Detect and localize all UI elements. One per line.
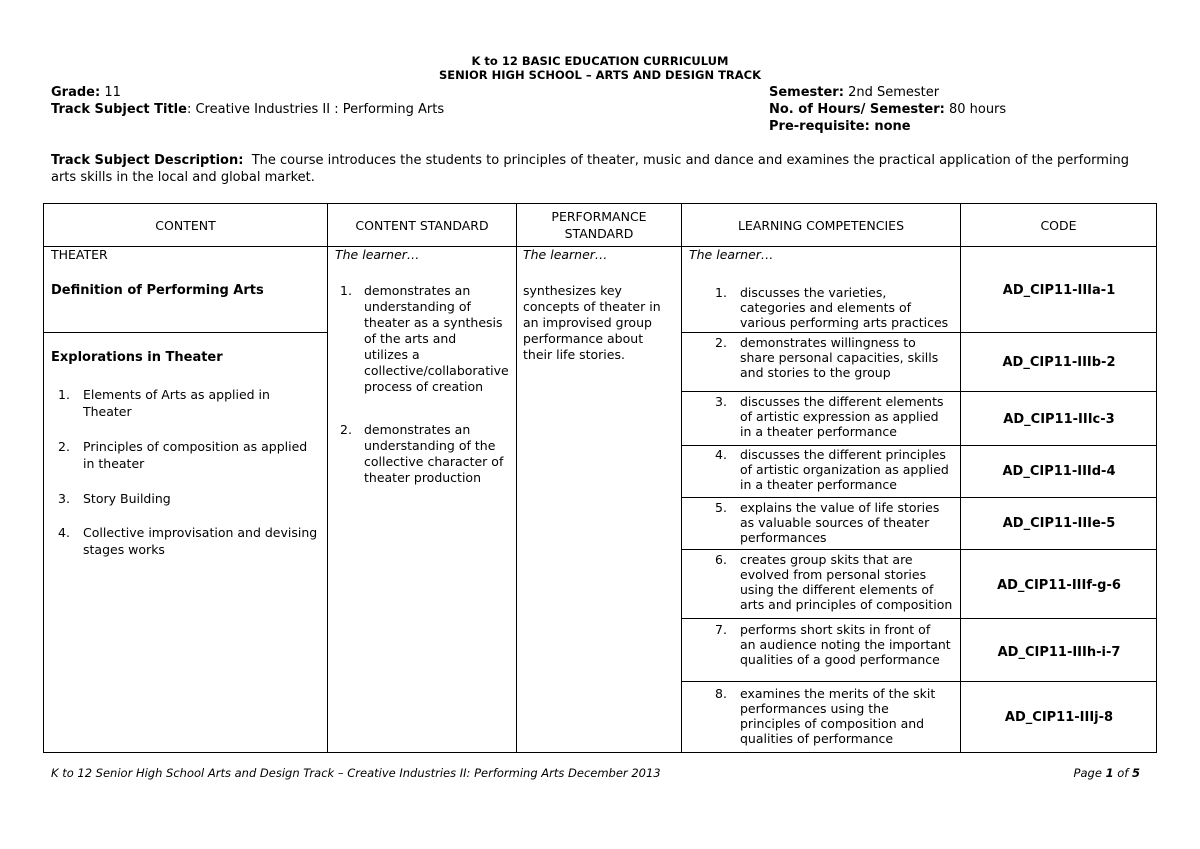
code-7: AD_CIP11-IIIh-i-7 bbox=[997, 645, 1121, 660]
code-5: AD_CIP11-IIIe-5 bbox=[1002, 516, 1116, 531]
hours-value: 80 hours bbox=[948, 102, 1007, 117]
footer-page bbox=[1040, 766, 1140, 780]
header-content: CONTENT bbox=[155, 218, 216, 233]
page-number: 1 bbox=[1105, 766, 1114, 780]
track-label: Track Subject Title bbox=[51, 102, 187, 117]
track-line bbox=[51, 101, 444, 118]
subject-description bbox=[51, 152, 1141, 186]
code-6: AD_CIP11-IIIf-g-6 bbox=[997, 578, 1121, 593]
track-value: : Creative Industries II : Performing Arts bbox=[186, 102, 445, 117]
competency-number: 2. bbox=[715, 335, 727, 350]
competency-line: in a theater performance bbox=[740, 424, 897, 439]
grade-line bbox=[51, 84, 121, 101]
competency-line: categories and elements of bbox=[740, 300, 912, 315]
header-content-standard: CONTENT STANDARD bbox=[355, 218, 489, 233]
hours-line bbox=[769, 101, 1006, 118]
competency-line: of artistic organization as applied bbox=[740, 462, 949, 477]
competency-line: explains the value of life stories bbox=[740, 500, 940, 515]
content-standard-line: collective/collaborative bbox=[364, 363, 509, 378]
learner-label-ps: The learner… bbox=[523, 247, 608, 262]
header-performance-standard-1: PERFORMANCE bbox=[551, 209, 647, 224]
prereq-line bbox=[769, 118, 911, 135]
page-prefix: Page bbox=[1073, 766, 1102, 780]
competency-line: share personal capacities, skills bbox=[740, 350, 939, 365]
competency-line: and stories to the group bbox=[740, 365, 891, 380]
performance-standard-line: concepts of theater in bbox=[523, 299, 661, 314]
header-competencies: LEARNING COMPETENCIES bbox=[737, 218, 905, 233]
competency-number: 7. bbox=[715, 622, 727, 637]
content-item-number: 3. bbox=[58, 491, 70, 506]
content-standard-line: demonstrates an bbox=[364, 422, 471, 437]
competency-line: performances bbox=[740, 530, 827, 545]
hours-label: No. of Hours/ Semester: bbox=[769, 102, 945, 117]
content-standard-line: understanding of bbox=[364, 299, 471, 314]
content-item-line: Principles of composition as applied bbox=[83, 439, 308, 454]
competency-text bbox=[740, 552, 960, 612]
doc-subtitle: SENIOR HIGH SCHOOL – ARTS AND DESIGN TRACK bbox=[438, 68, 762, 82]
content-item-number: 1. bbox=[58, 387, 70, 402]
content-standard-line: theater production bbox=[364, 470, 481, 485]
competency-line: examines the merits of the skit bbox=[740, 686, 936, 701]
grade-label: Grade: bbox=[51, 85, 101, 100]
content-theater: THEATER bbox=[51, 247, 108, 262]
header-code: CODE bbox=[1040, 218, 1077, 233]
performance-standard-line: synthesizes key bbox=[523, 283, 622, 298]
prereq-label: Pre-requisite: none bbox=[769, 119, 911, 134]
competency-line: as valuable sources of theater bbox=[740, 515, 930, 530]
footer-text: K to 12 Senior High School Arts and Design Track – Creative Industries II: Performing Arts December 2013 bbox=[51, 766, 661, 780]
content-standard-line: theater as a synthesis bbox=[364, 315, 503, 330]
performance-standard-line: an improvised group bbox=[523, 315, 652, 330]
competency-line: evolved from personal stories bbox=[740, 567, 927, 582]
competency-text bbox=[740, 622, 960, 667]
competency-text bbox=[740, 285, 960, 330]
code-3: AD_CIP11-IIIc-3 bbox=[1003, 412, 1115, 427]
competency-number: 6. bbox=[715, 552, 727, 567]
content-item-line: Theater bbox=[83, 404, 132, 419]
semester-line bbox=[769, 84, 939, 101]
competency-line: discusses the different principles bbox=[740, 447, 946, 462]
doc-title: K to 12 BASIC EDUCATION CURRICULUM bbox=[471, 54, 729, 68]
content-item-line: stages works bbox=[83, 542, 165, 557]
performance-standard-line: their life stories. bbox=[523, 347, 625, 362]
content-item-number: 2. bbox=[58, 439, 70, 454]
performance-standard-line: performance about bbox=[523, 331, 644, 346]
competency-text bbox=[740, 335, 960, 380]
content-item-line: in theater bbox=[83, 456, 145, 471]
content-item-text bbox=[83, 524, 317, 558]
content-item-number: 4. bbox=[58, 525, 70, 540]
competency-line: using the different elements of bbox=[740, 582, 934, 597]
content-standard-line: collective character of bbox=[364, 454, 504, 469]
grade-value: 11 bbox=[104, 85, 121, 100]
content-standard-line: of the arts and bbox=[364, 331, 457, 346]
content-item-line: Collective improvisation and devising bbox=[83, 525, 318, 540]
competency-text bbox=[740, 447, 960, 492]
page-of: of bbox=[1117, 766, 1129, 780]
description-text: The course introduces the students to principles of theater, music and dance and examines the practical application of the performing arts skills in the local and global market. bbox=[51, 153, 1130, 185]
code-8: AD_CIP11-IIIj-8 bbox=[1004, 710, 1114, 725]
code-4: AD_CIP11-IIId-4 bbox=[1002, 464, 1116, 479]
content-standard-line: understanding of the bbox=[364, 438, 496, 453]
competency-line: discusses the varieties, bbox=[740, 285, 887, 300]
competency-number: 8. bbox=[715, 686, 727, 701]
header-performance-standard-2: STANDARD bbox=[564, 226, 634, 241]
content-item-line: Elements of Arts as applied in bbox=[83, 387, 270, 402]
content-standard-number: 1. bbox=[340, 283, 352, 298]
description-label: Track Subject Description: bbox=[51, 153, 244, 168]
semester-label: Semester: bbox=[769, 85, 844, 100]
competency-line: performs short skits in front of bbox=[740, 622, 931, 637]
competency-number: 5. bbox=[715, 500, 727, 515]
content-item-text: Story Building bbox=[83, 491, 171, 506]
content-standard-line: utilizes a bbox=[364, 347, 420, 362]
performance-standard bbox=[523, 283, 679, 363]
learner-label-lc: The learner… bbox=[689, 247, 774, 262]
code-2: AD_CIP11-IIIb-2 bbox=[1002, 355, 1116, 370]
competency-line: performances using the bbox=[740, 701, 889, 716]
competency-text bbox=[740, 500, 960, 545]
content-explorations: Explorations in Theater bbox=[51, 350, 223, 365]
learner-label-cs: The learner… bbox=[335, 247, 420, 262]
content-standard-number: 2. bbox=[340, 422, 352, 437]
content-definition: Definition of Performing Arts bbox=[51, 283, 264, 298]
semester-value: 2nd Semester bbox=[848, 85, 940, 100]
competency-line: demonstrates willingness to bbox=[740, 335, 916, 350]
competency-line: creates group skits that are bbox=[740, 552, 913, 567]
competency-line: qualities of performance bbox=[740, 731, 894, 746]
content-standard-text bbox=[364, 283, 514, 395]
competency-line: various performing arts practices bbox=[740, 315, 949, 330]
competency-text bbox=[740, 394, 960, 439]
competency-text bbox=[740, 686, 960, 746]
competency-number: 1. bbox=[715, 285, 727, 300]
competency-line: arts and principles of composition bbox=[740, 597, 953, 612]
content-item-text bbox=[83, 438, 307, 472]
competency-line: qualities of a good performance bbox=[740, 652, 940, 667]
competency-number: 3. bbox=[715, 394, 727, 409]
content-standard-text bbox=[364, 422, 514, 486]
competency-line: principles of composition and bbox=[740, 716, 925, 731]
competency-line: in a theater performance bbox=[740, 477, 897, 492]
competency-line: discusses the different elements bbox=[740, 394, 944, 409]
content-standard-line: demonstrates an bbox=[364, 283, 471, 298]
page-total: 5 bbox=[1131, 766, 1140, 780]
competency-number: 4. bbox=[715, 447, 727, 462]
content-standard-line: process of creation bbox=[364, 379, 484, 394]
competency-line: an audience noting the important bbox=[740, 637, 951, 652]
code-1: AD_CIP11-IIIa-1 bbox=[1002, 283, 1116, 298]
content-item-text bbox=[83, 386, 270, 420]
competency-line: of artistic expression as applied bbox=[740, 409, 939, 424]
